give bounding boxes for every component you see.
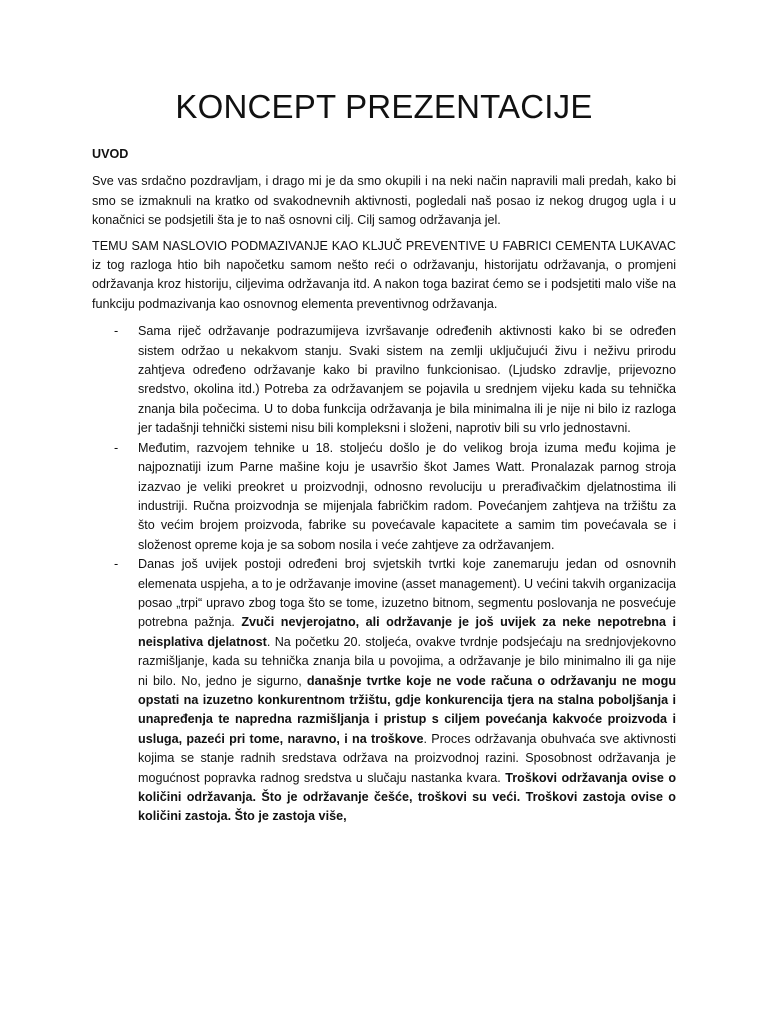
document-body [92,145,676,827]
bold-text: Zvuči nevjerojatno, ali održavanje je još uvijek za neke nepotrebna i neisplativa djelatnost [138,615,677,649]
text-run: Danas još uvijek postoji određeni broj svjetskih tvrtki koje zanemaruju jedan od osnovnih elemenata uspjeha, a to je održavanje imovine (asset management). U većini takvih organizacija posao „trpi“ upravo zbog toga što se tome, izuzetno bitnom, segmentu poslovanja ne posvećuje potrebna pažnja. [138,557,676,630]
list-item [92,555,676,827]
text-run: . Proces održavanja obuhvaća sve aktivnosti kojima se stanje radnih sredstava održava na proizvodnoj razini. Sposobnost održavanja je mogućnost popravka radnog sredstva u slučaju nastanka kvara. [138,731,676,785]
list-dash: - [114,440,119,455]
list-item [92,322,676,438]
text-run: . Na početku 20. stoljeća, ovakve tvrdnje podsjećaju na srednjovjekovno razmišljanje, kada su tehnička znanja bila u povojima, a održavanje je bilo minimalno ili ga nije ni bilo. No, jedno je sigurno, [138,634,676,688]
intro-paragraph: Sve vas srdačno pozdravljam, i drago mi je da smo okupili i na neki način napravili mali predah, kako bi smo se izmaknuli na kratko od svakodnevnih aktivnosti, pogledali naš posao iz nekog drugog ugla i u konačnici se podsjetili šta je to naš osnovni cilj. Cilj samog održavanja jel. [92,174,676,228]
bold-text: Troškovi održavanja ovise o količini održavanja. Što je održavanje češće, troškovi su veći. Troškovi zastoja ovise o količini zastoja. Što je zastoja više, [138,770,677,824]
bold-text: današnje tvrtke koje ne vode računa o održavanju ne mogu opstati na izuzetno konkurentnom tržištu, gdje konkurencija tjera na stalna poboljšanja i unapređenja te napredna razmišljanja i pristup s ciljem povećanja kakvoće proizvoda i usluga, pazeći pri tome, naravno, i na troškove [138,673,677,746]
section-heading: UVOD [92,147,129,161]
list-item-text [138,557,676,823]
list-dash: - [114,324,119,339]
bullet-list [92,322,676,827]
list-item-text: Sama riječ održavanje podrazumijeva izvršavanje određenih aktivnosti kako bi se određen sistem održao u nekakvom stanju. Svaki sistem na zemlji uključujući živu i neživu prirodu zahtjeva određeno održavanje kako bi pravilno funkcionisao. (Ljudsko zdravlje, prijevozno sredstvo, okolina itd.) Potreba za održavanjem se pojavila u srednjem vijeku kada su tehnička znanja bila počecima. U to doba funkcija održavanja je bila minimalna ili je nije ni bilo iz razloga jer tadašnji tehnički sistemi nisu bili kompleksni i složeni, naprotiv bili su vrlo jednostavni. [138,324,676,436]
list-item [92,439,676,555]
topic-paragraph: TEMU SAM NASLOVIO PODMAZIVANJE KAO KLJUČ PREVENTIVE U FABRICI CEMENTA LUKAVAC iz tog razloga htio bih napočetku samom nešto reći o održavanju, historijatu održavanja, o promjeni održavanja kroz historiju, ciljevima održavanja itd. A nakon toga bazirat ćemo se i podsjetiti malo više na funkciju podmazivanja kao osnovnog elementa preventivnog održavanja. [92,238,676,311]
list-item-text: Međutim, razvojem tehnike u 18. stoljeću došlo je do velikog broja izuma među kojima je najpoznatiji izum Parne mašine koju je usavršio škot James Watt. Pronalazak parnog stroja izazvao je veliki preokret u proizvodnji, odnosno revoluciju u prerađivačkim djelatnostima ili industriji. Ručna proizvodnja se mijenjala fabričkim radom. Povećanjem zahtjeva na tržištu za što većim brojem proizvoda, fabrike su povećavale kapacitete a samim tim povećavala se i složenost opreme koja je sa sobom nosila i veće zahtjeve za održavanjem. [138,440,676,552]
list-dash: - [114,557,119,572]
document-title: KONCEPT PREZENTACIJE [175,88,593,125]
